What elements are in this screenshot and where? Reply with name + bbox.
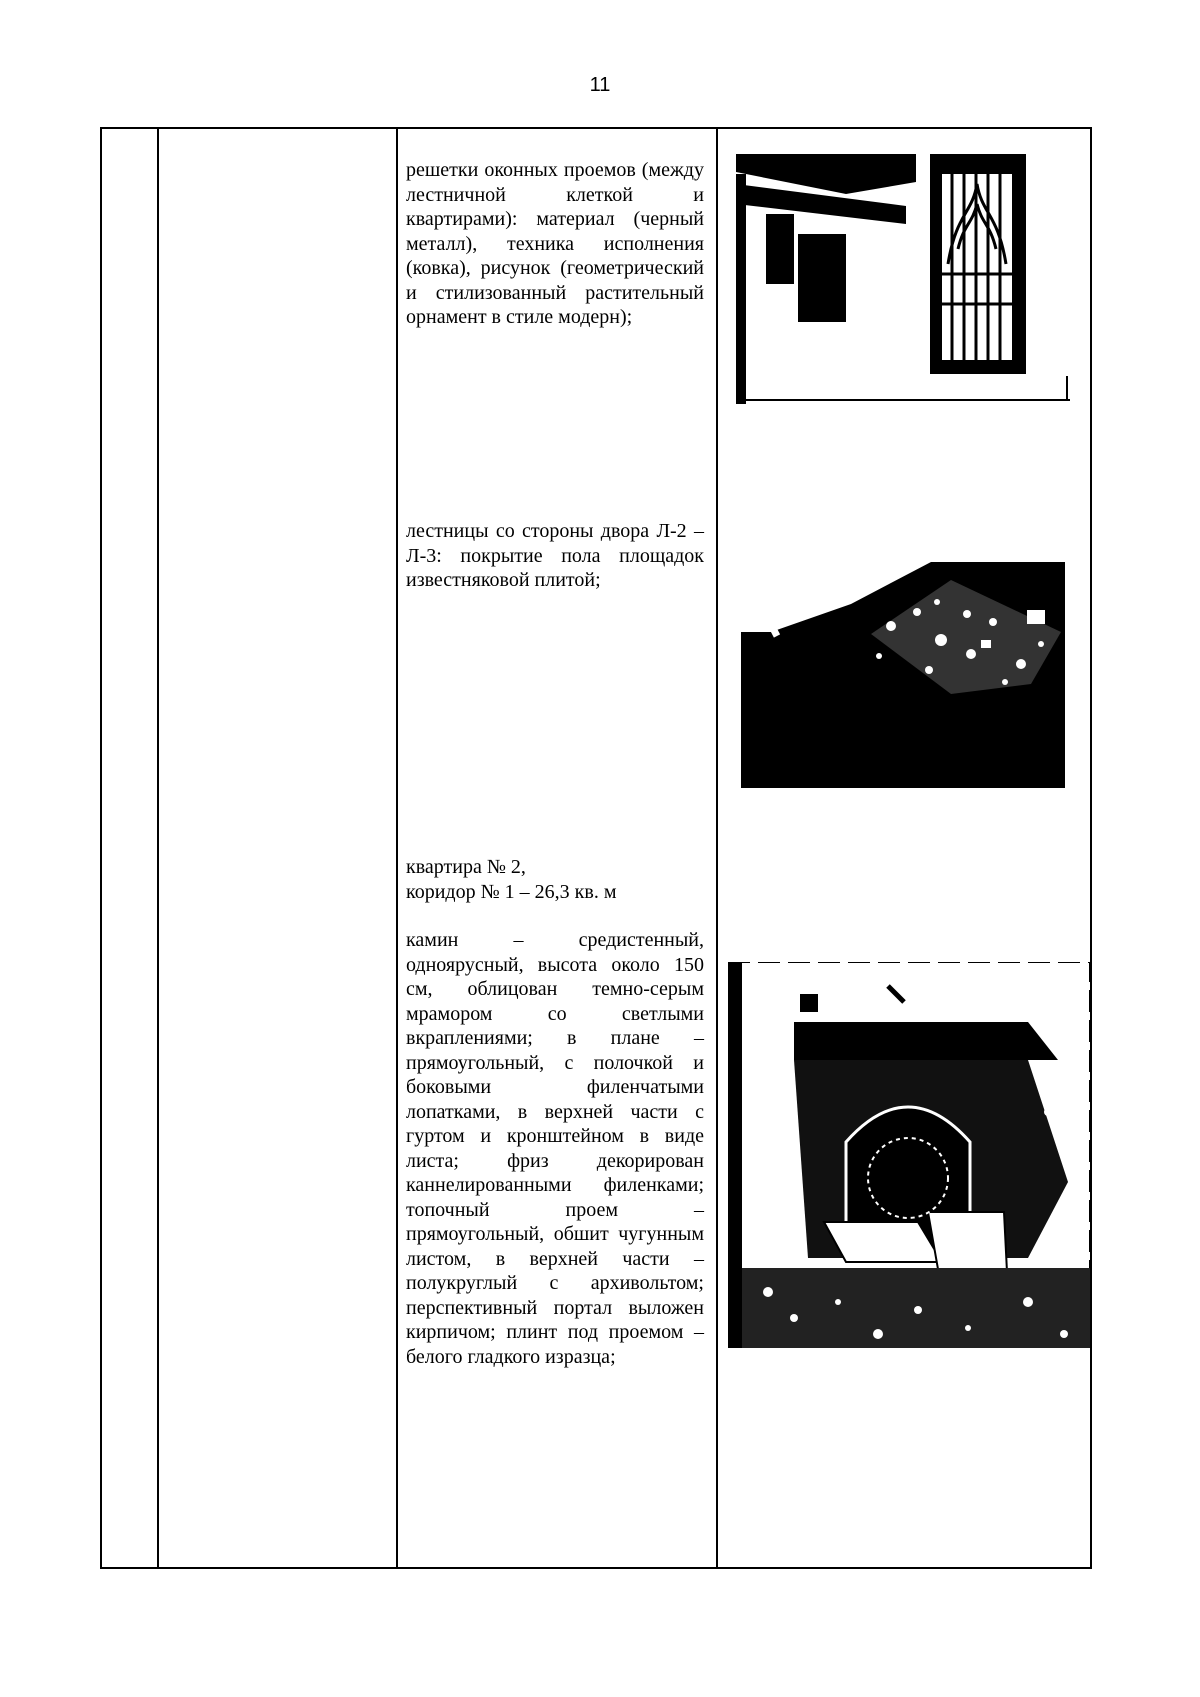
stair-landing-photo [741,544,1065,788]
entry-stairs-text: лестницы со стороны двора Л-2 – Л-3: покрытие пола площадок известняковой плитой; [406,520,704,591]
apartment-number: квартира № 2, [406,856,526,878]
column-divider-2 [396,129,398,1567]
entry-window-grilles-text: решетки оконных проемов (между лестничной клеткой и квартирами): материал (черный металл), техника исполнения (ковка), рисунок (геометрический и стилизованный растительный орнамент в стиле модерн); [406,159,704,328]
apartment-heading [406,855,704,904]
entry-fireplace-text: камин – средистенный, одноярусный, высота около 150 см, облицован темно-серым мрамором со светлыми вкраплениями; в плане – прямоугольный, с полочкой и боковыми филенчатыми лопатками, в верхней части с гуртом и кронштейном в виде листа; фриз декорирован каннелированными филенками; топочный проем – прямоугольный, обшит чугунным листом, в верхней части – полукруглый с архивольтом; перспективный портал выложен кирпичом; плинт под проемом – белого гладкого изразца; [406,929,704,1368]
column-divider-1 [157,129,159,1567]
room-corridor: коридор № 1 – 26,3 кв. м [406,880,617,903]
page-number: 11 [589,74,611,96]
fireplace-photo [728,962,1090,1348]
column-divider-3 [716,129,718,1567]
window-grille-photo [736,154,1070,406]
